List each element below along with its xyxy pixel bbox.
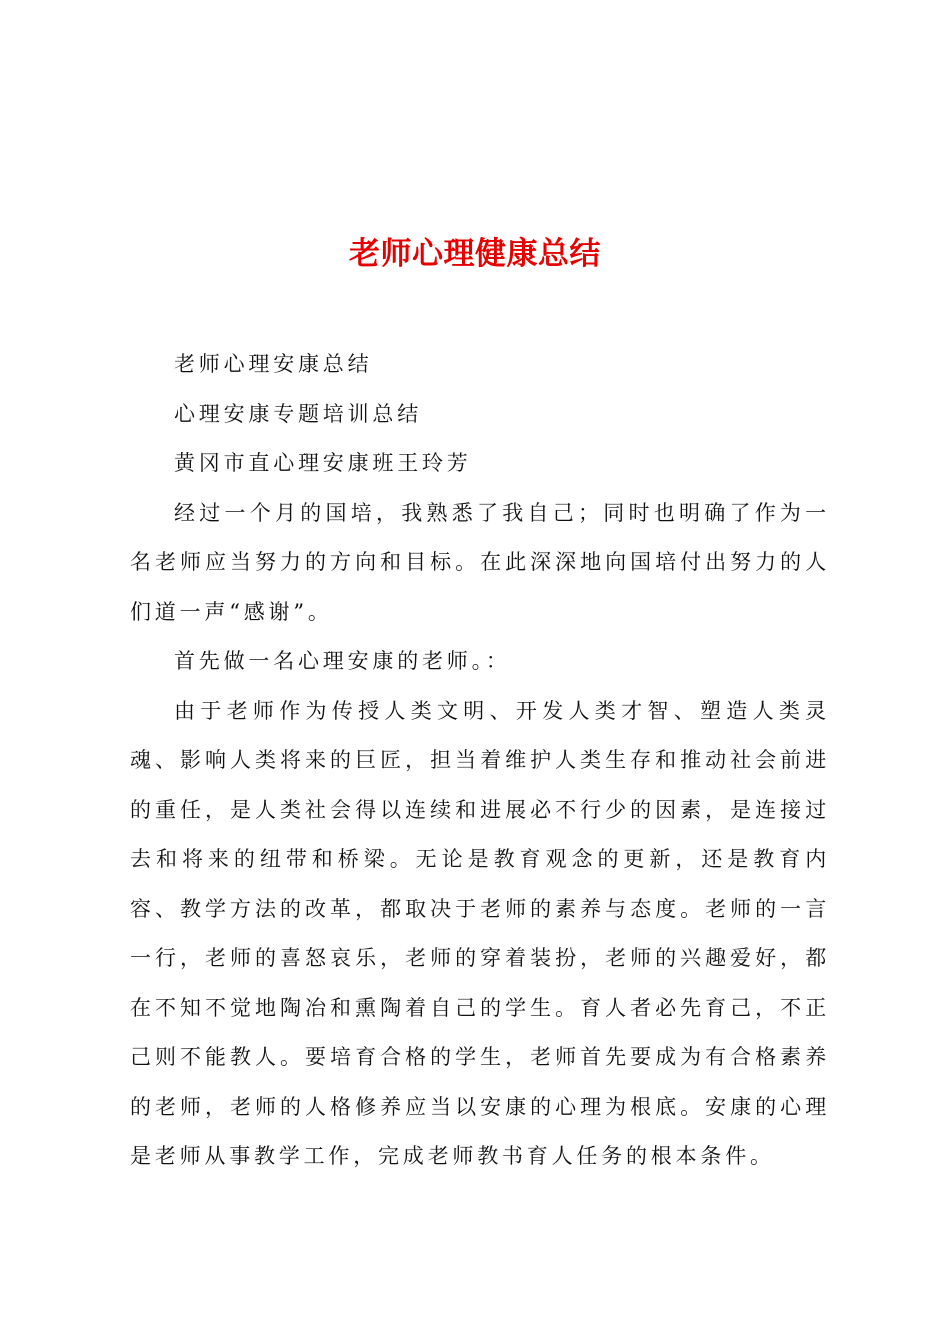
paragraph-training-title: 心理安康专题培训总结 xyxy=(174,401,422,426)
paragraph-intro: 经过一个月的国培，我熟悉了我自己；同时也明确了作为一名老师应当努力的方向和目标。在此深深地向国培付出努力的人们道一声“感谢”。 xyxy=(130,500,830,624)
paragraph-heading: 首先做一名心理安康的老师。： xyxy=(174,649,511,673)
paragraph-subtitle: 老师心理安康总结 xyxy=(174,352,373,376)
document-title: 老师心理健康总结 xyxy=(349,235,601,272)
paragraph-author: 黄冈市直心理安康班王玲芳 xyxy=(174,451,472,475)
document-body xyxy=(130,340,830,1182)
paragraph-main: 由于老师作为传授人类文明、开发人类才智、塑造人类灵魂、影响人类将来的巨匠，担当着维护人类生存和推动社会前进的重任，是人类社会得以连续和进展必不行少的因素，是连接过去和将来的纽带和桥梁。无论是教育观念的更新，还是教育内容、教学方法的改革，都取决于老师的素养与态度。老师的一言一行，老师的喜怒哀乐，老师的穿着装扮，老师的兴趣爱好，都在不知不觉地陶冶和熏陶着自己的学生。育人者必先育己，不正己则不能教人。要培育合格的学生，老师首先要成为有合格素养的老师，老师的人格修养应当以安康的心理为根底。安康的心理是老师从事教学工作，完成老师教书育人任务的根本条件。 xyxy=(130,698,830,1168)
